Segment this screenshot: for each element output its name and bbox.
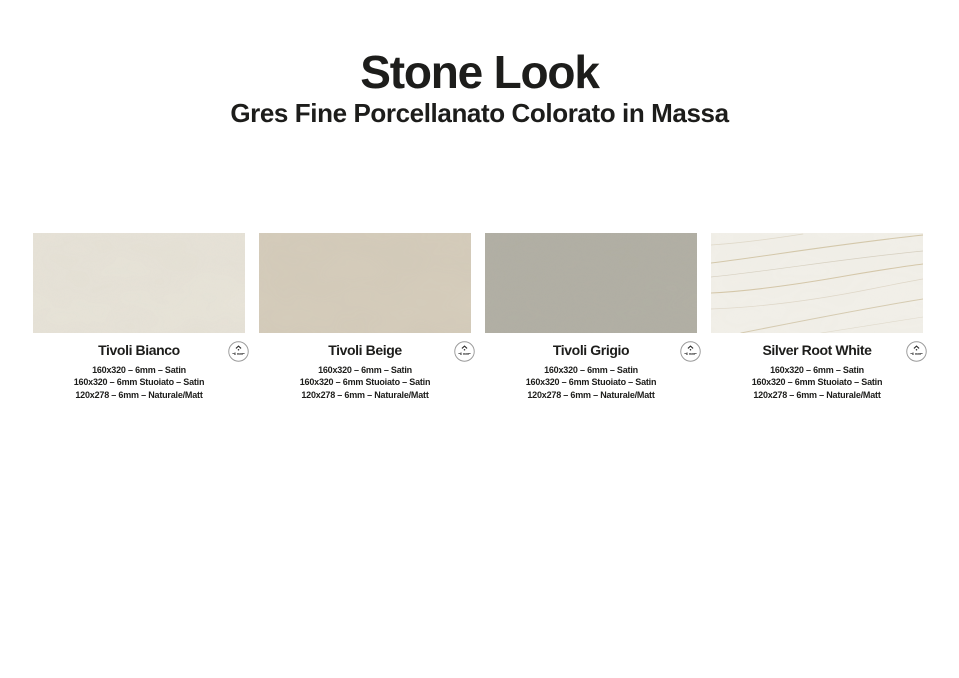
thickness-badge-icon [906,341,927,362]
product-spec-line: 120x278 – 6mm – Naturale/Matt [301,389,429,400]
svg-text:6 mm: 6 mm [234,351,243,356]
product-specs [711,364,923,401]
product-spec-line: 160x320 – 6mm Stuoiato – Satin [525,377,657,388]
svg-text:6 mm: 6 mm [686,351,695,356]
thickness-badge-icon [454,341,475,362]
product-card-tivoli-grigio [485,233,697,401]
product-spec-line: 160x320 – 6mm – Satin [544,365,638,375]
product-name-row [259,342,471,359]
product-name: Tivoli Bianco [98,342,180,358]
product-spec-line: 120x278 – 6mm – Naturale/Matt [75,389,203,400]
tile-swatch-image [711,233,923,333]
product-card-tivoli-bianco [33,233,245,401]
product-card-silver-root-white [711,233,923,401]
product-name: Silver Root White [762,342,872,358]
product-spec-line: 160x320 – 6mm Stuoiato – Satin [299,377,431,388]
product-spec-line: 160x320 – 6mm – Satin [318,365,412,375]
page-subtitle: Gres Fine Porcellanato Colorato in Massa [230,98,729,128]
svg-text:6 mm: 6 mm [912,351,921,356]
thickness-badge-icon [228,341,249,362]
tile-swatch-image [485,233,697,333]
product-name-row [711,342,923,359]
product-spec-line: 160x320 – 6mm Stuoiato – Satin [751,377,883,388]
product-spec-line: 160x320 – 6mm – Satin [770,365,864,375]
product-spec-line: 120x278 – 6mm – Naturale/Matt [753,389,881,400]
product-specs [485,364,697,401]
product-card-tivoli-beige [259,233,471,401]
product-name-row [33,342,245,359]
product-name-row [485,342,697,359]
product-spec-line: 160x320 – 6mm Stuoiato – Satin [73,377,205,388]
page-title: Stone Look [360,46,599,98]
svg-text:6 mm: 6 mm [460,351,469,356]
product-specs [33,364,245,401]
tile-swatch-image [33,233,245,333]
product-spec-line: 160x320 – 6mm – Satin [92,365,186,375]
tile-swatch-image [259,233,471,333]
thickness-badge-icon [680,341,701,362]
page-header [0,46,959,128]
product-grid [33,233,923,401]
product-name: Tivoli Beige [328,342,402,358]
product-name: Tivoli Grigio [552,342,630,358]
product-specs [259,364,471,401]
product-spec-line: 120x278 – 6mm – Naturale/Matt [527,389,655,400]
